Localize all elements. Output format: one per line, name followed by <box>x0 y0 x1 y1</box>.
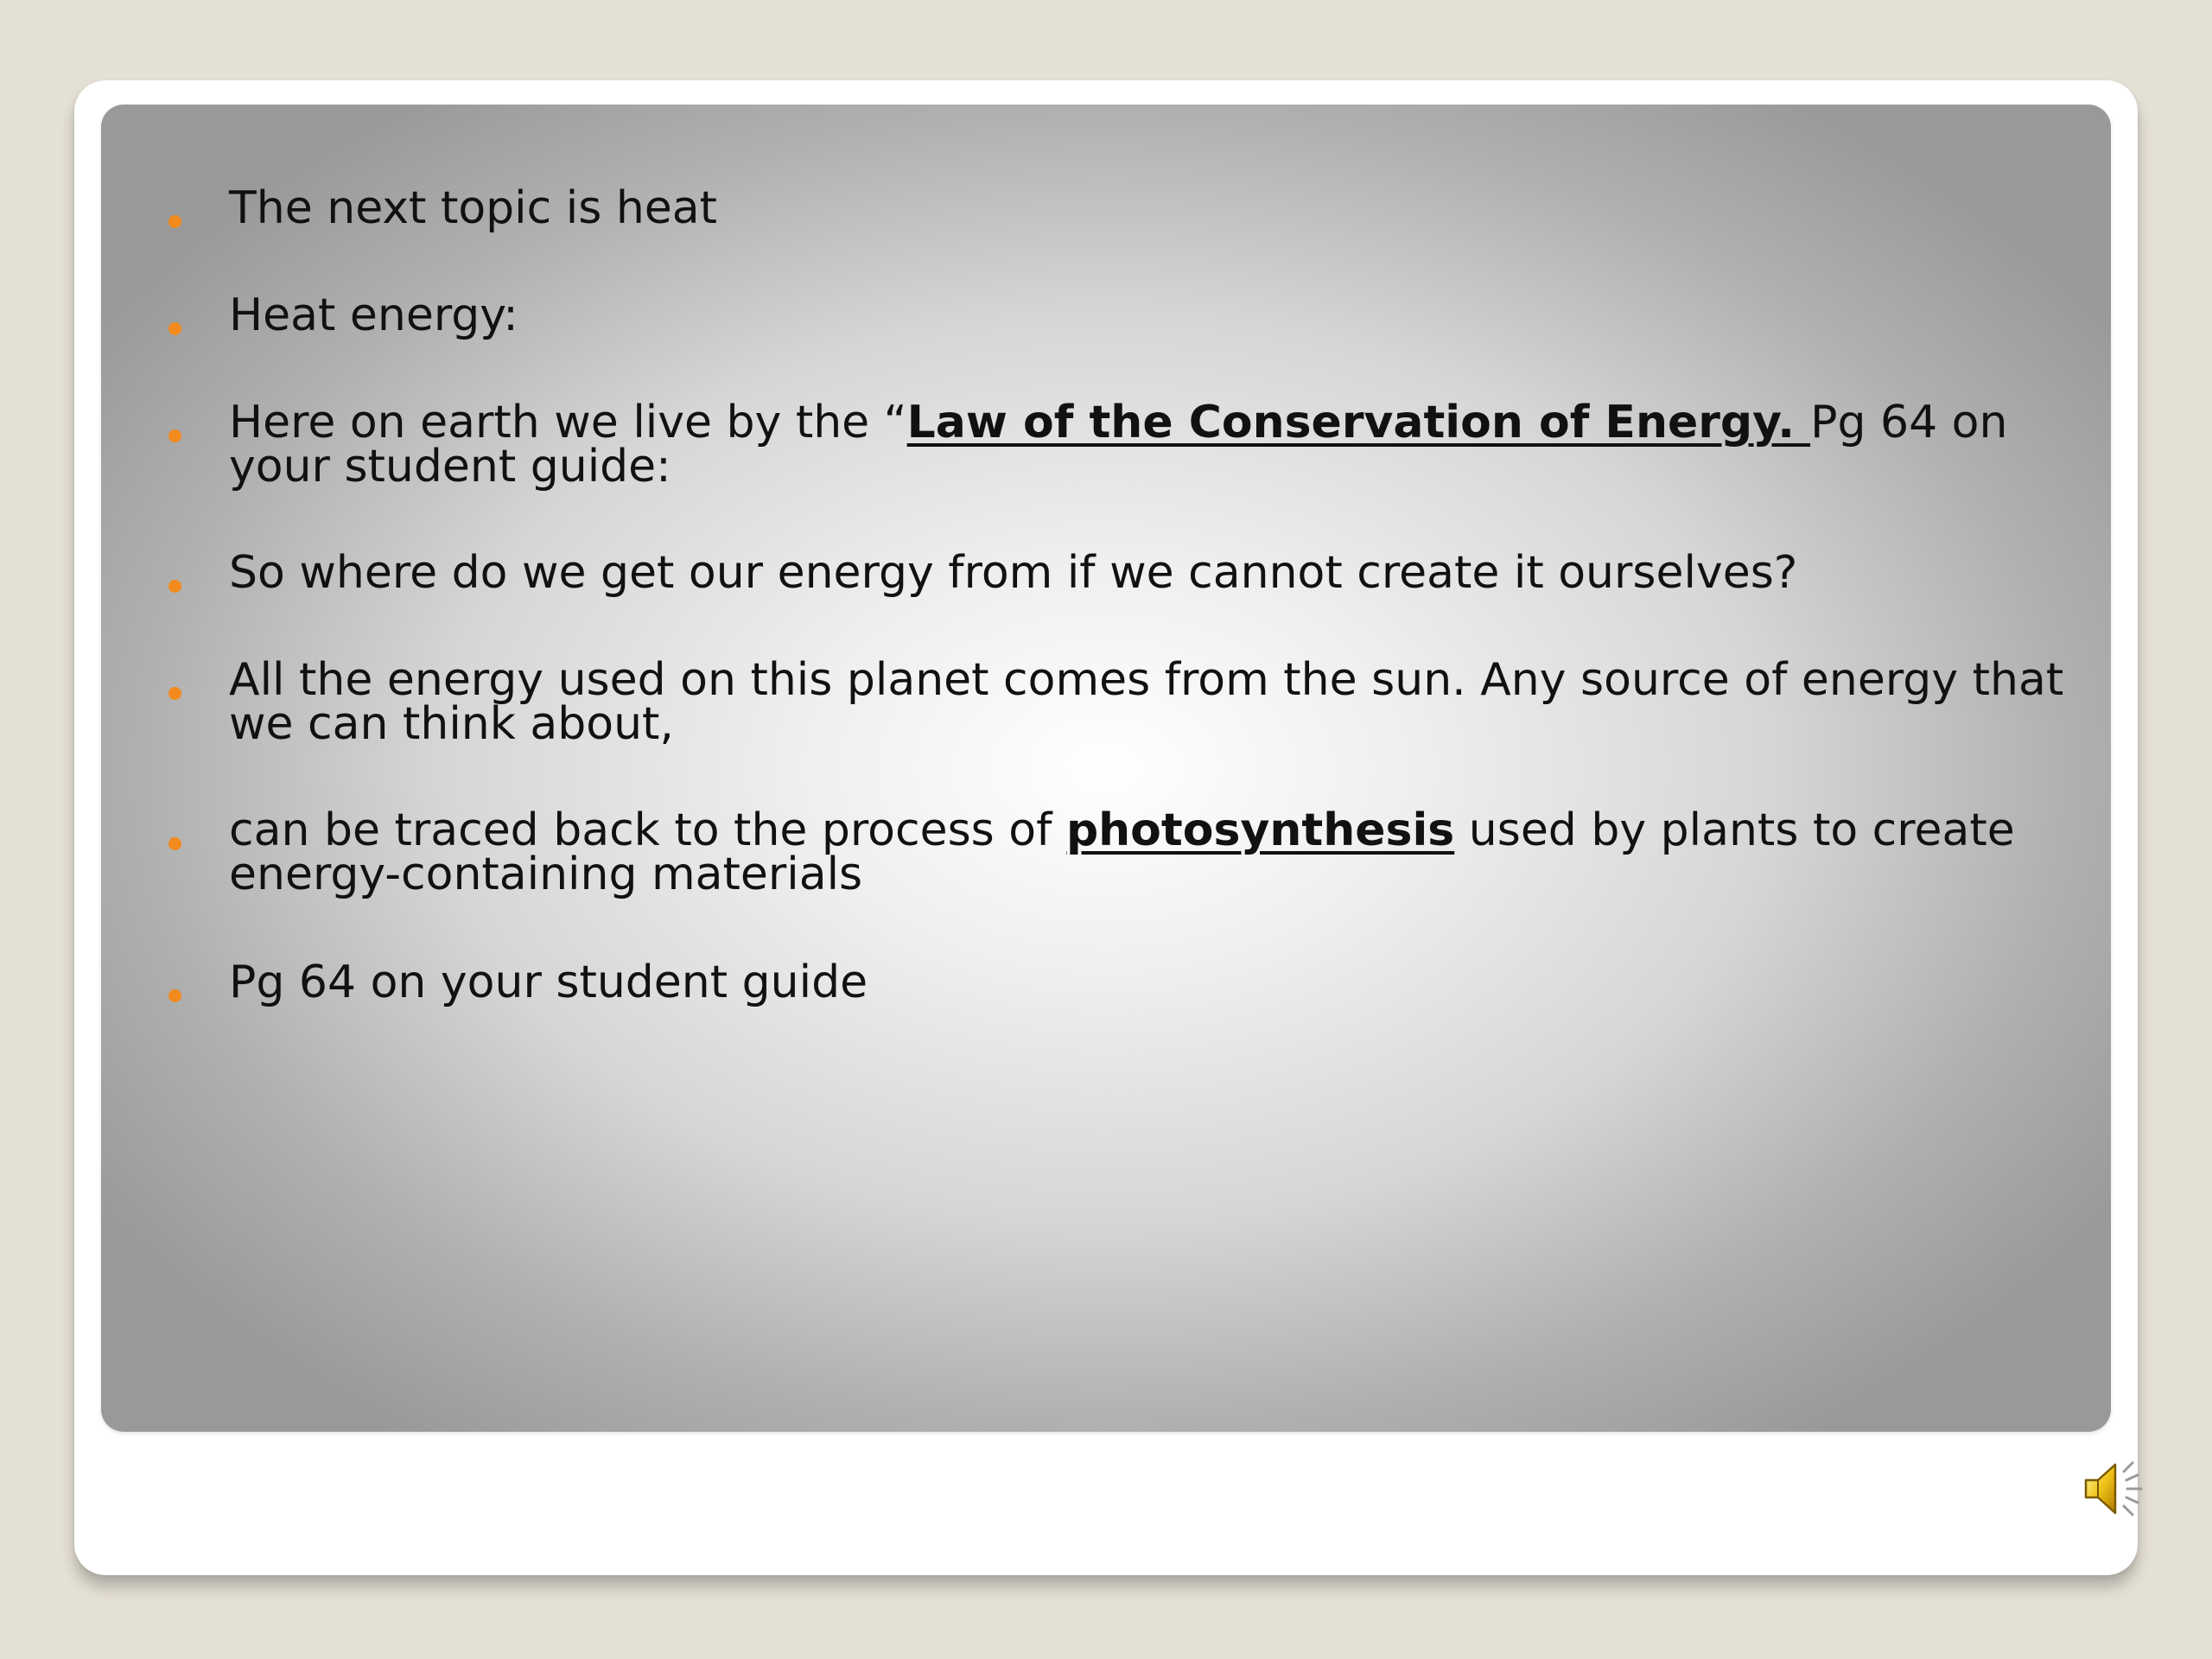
bullet-marker-icon <box>168 429 181 442</box>
content-panel <box>101 105 2111 1432</box>
text-run: can be traced back to the process of <box>229 804 1066 856</box>
speaker-icon[interactable] <box>2081 1454 2150 1523</box>
text-run: Pg 64 on your student guide <box>229 957 868 1008</box>
bullet-text <box>229 397 2087 493</box>
bullet-text <box>229 289 2087 341</box>
bullet-text <box>229 182 2087 234</box>
text-run: Heat energy: <box>229 289 518 341</box>
text-run: used by plants to create energy-containing materials <box>229 804 2030 900</box>
emphasized-term: photosynthesis <box>1065 804 1455 856</box>
slide-frame <box>74 80 2138 1575</box>
bullet-marker-icon <box>168 215 181 228</box>
bullet-text <box>229 957 2087 1008</box>
text-run: So where do we get our energy from if we cannot create it ourselves? <box>229 547 1798 599</box>
bullet-marker-icon <box>168 580 181 593</box>
bullet-text <box>229 547 2087 599</box>
bullet-marker-icon <box>168 837 181 850</box>
bullet-marker-icon <box>168 989 181 1002</box>
text-run: The next topic is heat <box>229 182 718 234</box>
text-run: Pg 64 on your student guide: <box>229 397 2022 493</box>
emphasized-term: Law of the Conservation of Energy. <box>906 397 1811 448</box>
bullet-text <box>229 654 2087 750</box>
bullet-marker-icon <box>168 687 181 700</box>
text-run: Here on earth we live by the “ <box>229 397 907 448</box>
bullet-text <box>229 804 2087 900</box>
text-run: All the energy used on this planet comes from the sun. Any source of energy that we can think about, <box>229 654 2078 750</box>
bullet-marker-icon <box>168 322 181 335</box>
